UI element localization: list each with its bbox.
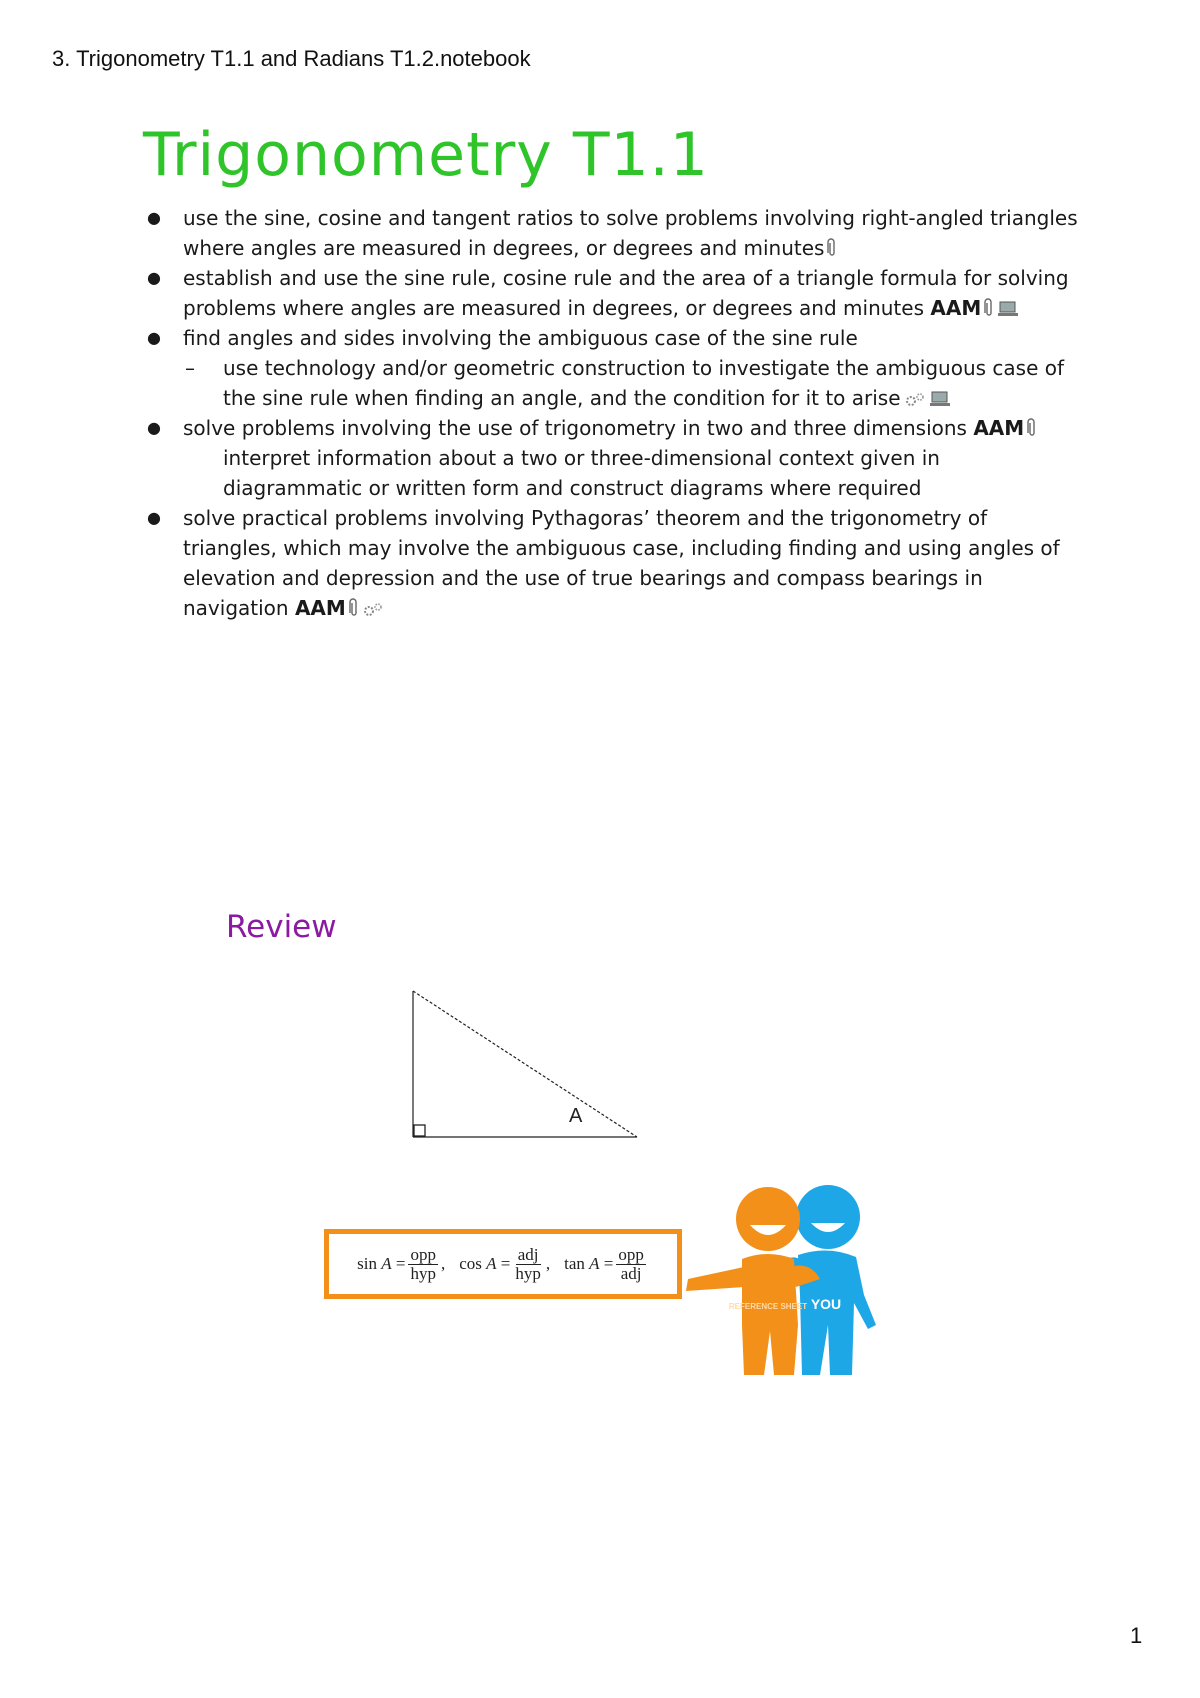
sub-objective-line: use technology and/or geometric construction to investigate the ambiguous case of (223, 356, 1065, 380)
gears-icon (904, 392, 926, 408)
paperclip-icon (349, 598, 359, 618)
you-label: YOU (810, 1296, 842, 1312)
objective-item (143, 413, 1083, 443)
page-title: Trigonometry T1.1 (143, 120, 709, 190)
objective-line: interpret information about a two or three-dimensional context given in (223, 446, 940, 470)
objective-line: problems where angles are measured in degrees, or degrees and minutes AAM (183, 293, 1083, 323)
triangle-hypotenuse (413, 991, 637, 1137)
objective-item (143, 323, 1083, 353)
bullet-icon: ● (147, 208, 161, 227)
objective-item (143, 203, 1083, 263)
objective-continuation (143, 443, 1083, 503)
computer-icon (929, 390, 951, 408)
objective-item (143, 503, 1083, 623)
tangent-formula: tan A = $\frac{\text{opp}}{\text{adj}}$ (564, 1244, 644, 1283)
objective-line: use the sine, cosine and tangent ratios to solve problems involving right-angled triangles (183, 206, 1078, 230)
aam-tag: AAM (294, 596, 346, 620)
paperclip-icon (1027, 418, 1037, 438)
objective-line: find angles and sides involving the ambiguous case of the sine rule (183, 326, 858, 350)
paperclip-icon (984, 298, 994, 318)
computer-icon (997, 300, 1019, 318)
reference-sheet-label: REFERENCE SHEET (728, 1302, 808, 1311)
bullet-icon: ● (147, 508, 161, 527)
bullet-icon: ● (147, 418, 161, 437)
paperclip-icon (827, 238, 837, 258)
sub-objective (143, 353, 1083, 413)
notebook-header: 3. Trigonometry T1.1 and Radians T1.2.notebook (52, 46, 531, 71)
objective-line: establish and use the sine rule, cosine rule and the area of a triangle formula for solving (183, 266, 1069, 290)
cosine-formula: cos A = $\frac{\text{adj}}{\text{hyp}}$ , (459, 1244, 551, 1283)
gears-icon (362, 602, 384, 618)
aam-tag: AAM (973, 416, 1025, 440)
objectives-list (143, 203, 1083, 623)
objective-item (143, 263, 1083, 323)
objective-line: solve problems involving the use of trigonometry in two and three dimensions AAM (183, 413, 1083, 443)
reference-sheet-friends-illustration (670, 1175, 890, 1375)
sub-objective-line: the sine rule when finding an angle, and the condition for it to arise (223, 383, 1083, 413)
aam-tag: AAM (930, 296, 982, 320)
right-angle-marker (414, 1125, 425, 1136)
review-heading: Review (226, 909, 337, 945)
objective-line: solve practical problems involving Pythagoras’ theorem and the trigonometry of (183, 506, 988, 530)
angle-label: A (569, 1105, 583, 1127)
objective-line: elevation and depression and the use of true bearings and compass bearings in (183, 566, 983, 590)
objective-line: where angles are measured in degrees, or degrees and minutes (183, 233, 1083, 263)
trig-ratio-formula-box (324, 1229, 682, 1299)
bullet-icon: ● (147, 268, 161, 287)
dash-marker: – (185, 356, 195, 380)
sine-formula: sin A = $\frac{\text{opp}}{\text{hyp}}$ , (357, 1244, 446, 1283)
objective-line: diagrammatic or written form and construct diagrams where required (223, 476, 922, 500)
page-number: 1 (1130, 1623, 1143, 1648)
bullet-icon: ● (147, 328, 161, 347)
right-triangle-diagram (405, 985, 645, 1145)
objective-line: triangles, which may involve the ambiguous case, including finding and using angles of (183, 536, 1060, 560)
objective-line: navigation AAM (183, 593, 1083, 623)
